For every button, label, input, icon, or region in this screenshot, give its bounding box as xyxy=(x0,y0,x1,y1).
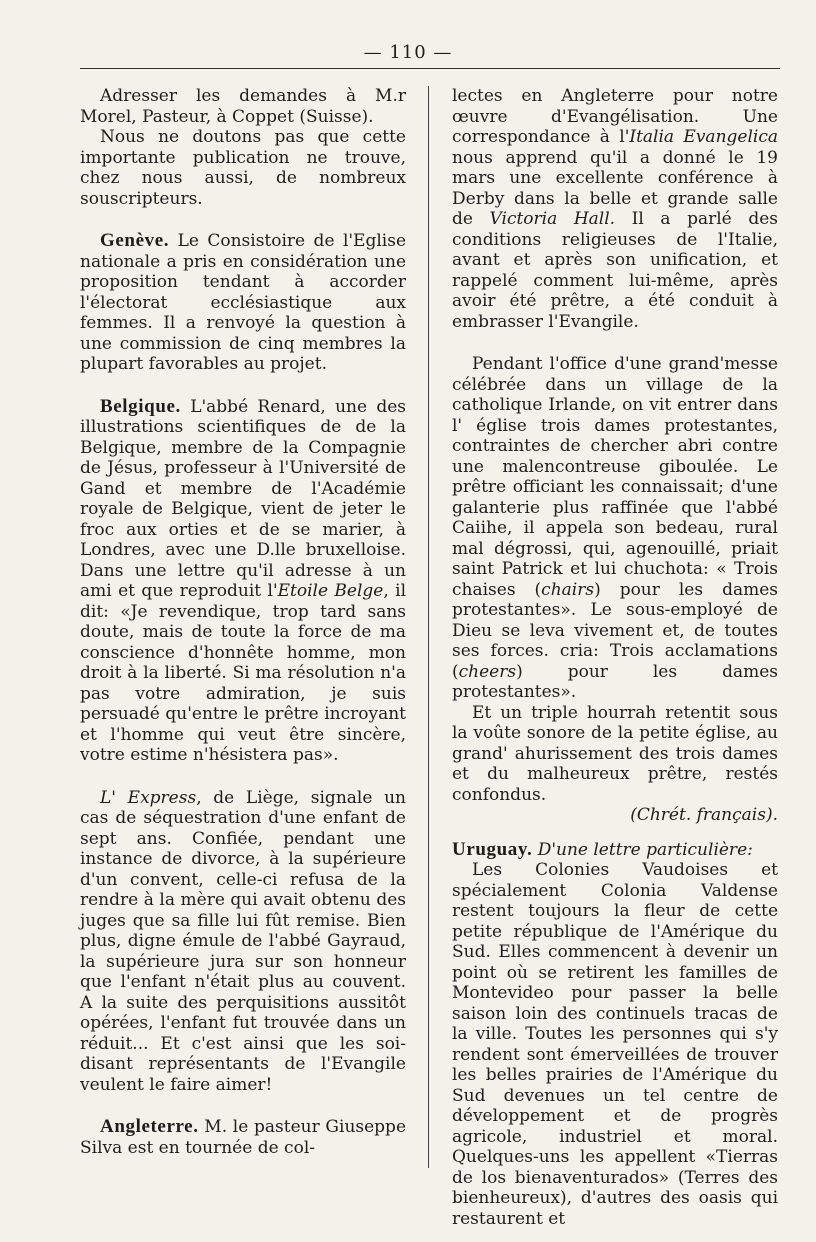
article-angleterre xyxy=(80,1117,406,1158)
left-column xyxy=(80,86,406,1158)
text-uruguay: Les Colonies Vaudoises et spécialement Colonia Valdense restent toujours la fleur de cette petite république de l'Amérique du Sud. Elles commencent à devenir un point où se retirent les familles de Montevideo pour passer la belle saison loin des continuels tracas de la ville. Toutes les personnes qui s'y rendent sont émerveillées de trouver les belles prairies de l'Amérique du Sud devenues un tel centre de développement et de progrès agricole, industriel et moral. Quelques-uns les appellent «Tierras de los bienaventurados» (Terres des bienheureux), d'autres des oasis qui restaurent et xyxy=(452,860,778,1229)
text-irlande-3: ) pour les dames protestantes». xyxy=(452,661,778,702)
source-signature: (Chrét. français). xyxy=(630,805,778,825)
heading-belgique: Belgique. xyxy=(100,395,181,417)
journal-etoile-belge: Etoile Belge xyxy=(277,581,384,601)
heading-geneve: Genève. xyxy=(100,230,170,251)
right-column xyxy=(452,86,778,1229)
paragraph-subscribers: Nous ne doutons pas que cette importante publication ne trouve, chez nous aussi, de nombreux souscripteurs. xyxy=(80,127,406,209)
journal-italia-evangelica: Italia Evangelica xyxy=(629,127,778,147)
paragraph-subscription-address: Adresser les demandes à M.r Morel, Pasteur, à Coppet (Suisse). xyxy=(80,86,406,127)
text-angleterre: M. le pasteur Giuseppe Silva est en tournée de col- xyxy=(80,1117,407,1158)
word-chairs: chairs xyxy=(541,579,595,600)
page-number: — 110 — xyxy=(363,42,453,63)
header-rule xyxy=(80,68,780,69)
paragraph-angleterre-continued xyxy=(452,86,778,332)
article-express xyxy=(80,788,406,1096)
text-geneve: Le Consistoire de l'Eglise nationale a pris en considération une proposition tendant à accorder l'électorat ecclésiastique aux femmes. Il a renvoyé la question à une commission de cinq membres la plupart favorables au projet. xyxy=(80,231,406,374)
paragraph-irlande xyxy=(452,354,778,703)
word-cheers: cheers xyxy=(458,661,517,682)
article-uruguay xyxy=(452,840,778,861)
text-belgique-part1: L'abbé Renard, une des illustrations scientifiques de de la Belgique, membre de la Compagnie de Jésus, professeur à l'Université de Gand et membre de l'Académie royale de Belgique, vient de jeter le froc aux orties et de se marier, à Londres, avec une D.lle bruxelloise. Dans une lettre qu'il adresse à un ami et que reproduit l' xyxy=(80,396,407,601)
venue-victoria-hall: Victoria Hall. xyxy=(489,209,616,229)
text-belgique-part2: , il dit: «Je revendique, trop tard sans doute, mais de toute la force de ma conscience d'honnête homme, mon droit à la liberté. Si ma résolution n'a pas votre admiration, je suis persuadé qu'entre le prêtre incroyant et l'homme qui veut être sincère, votre estime n'hésistera pas». xyxy=(80,581,407,765)
article-geneve xyxy=(80,231,406,375)
article-belgique xyxy=(80,397,406,766)
text-angleterre-cont-1: lectes en Angleterre pour notre œuvre d'Evangélisation. Une correspondance à l' xyxy=(452,86,778,147)
text-hourrah: Et un triple hourrah retentit sous la voûte sonore de la petite église, au grand' ahurissement des trois dames et du malheureux prêtre, restés confondus. xyxy=(452,702,778,805)
text-angleterre-cont-3: Il a parlé des conditions religieuses de l'Italie, avant et après son unification, et rappelé comment lui-même, après avoir été prêtre, a été conduit à embrasser l'Evangile. xyxy=(452,209,778,332)
text-express: , de Liège, signale un cas de séquestration d'une enfant de sept ans. Confiée, pendant une instance de divorce, à la supérieure d'un convent, celle-ci refusa de la rendre à la mère qui avait obtenu des juges que sa fille lui fût remise. Bien plus, digne émule de l'abbé Gayraud, la supérieure jura sur son honneur que l'enfant n'était plus au couvent. A la suite des perquisitions aussitôt opérées, l'enfant fut trouvée dans un réduit... Et c'est ainsi que les soi-disant représentants de l'Evangile veulent le faire aimer! xyxy=(80,787,406,1095)
column-divider xyxy=(428,86,429,1168)
subheading-uruguay: D'une lettre particulière: xyxy=(537,839,753,860)
text-irlande-1: Pendant l'office d'une grand'messe célébrée dans un village de la catholique Irlande, on vit entrer dans l' église trois dames protestantes, contraintes de chercher abri contre une malencontreuse giboulée. Le prêtre officiant les connaissait; d'une galanterie plus raffinée que l'abbé Caiihe, il appela son bedeau, rural mal dégrossi, qui, agenouillé, priait saint Patrick et lui chuchota: « Trois chaises ( xyxy=(452,354,778,600)
text-angleterre-cont-2: nous apprend qu'il a donné le 19 mars une excellente conférence à Derby dans la belle et grande salle de xyxy=(452,147,778,229)
paragraph-hourrah xyxy=(452,703,778,826)
heading-angleterre: Angleterre. xyxy=(100,1116,199,1137)
journal-express: L' Express xyxy=(100,787,197,808)
heading-uruguay: Uruguay. xyxy=(452,838,533,860)
text-irlande-2: ) pour les dames protestantes». Le sous-employé de Dieu se leva vivement et, de toutes ses forces. cria: Trois acclamations ( xyxy=(452,579,778,682)
